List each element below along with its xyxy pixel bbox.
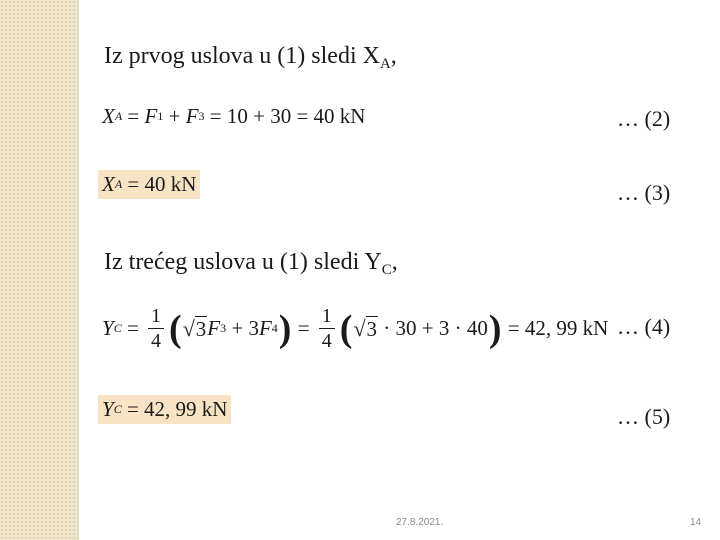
eq4-fraction-1 xyxy=(148,306,164,351)
equation-number-2: … (2) xyxy=(617,106,671,131)
eq4-fraction-1-numerator: 1 xyxy=(148,306,164,329)
eq4-sqrt-3: 3 xyxy=(195,316,207,341)
eq4-mid: · 30 + 3 · 40 xyxy=(378,316,488,340)
condition-text-1-subscript: A xyxy=(379,56,391,72)
eq2-xa: X xyxy=(102,104,115,128)
condition-text-1-main: Iz prvog uslova u (1) sledi X xyxy=(104,43,380,69)
equation-4 xyxy=(102,306,608,351)
eq2-equals: = xyxy=(122,104,145,128)
eq5-yc-sub: C xyxy=(113,402,122,416)
condition-text-1 xyxy=(104,42,397,78)
eq2-xa-sub: A xyxy=(114,109,123,123)
eq5-yc: Y xyxy=(102,397,114,421)
eq2-f3-sub: 3 xyxy=(198,109,205,123)
condition-text-1-tail: , xyxy=(390,43,397,69)
eq4-sqrt-3-b: 3 xyxy=(366,316,378,341)
eq3-rest: = 40 kN xyxy=(122,172,197,196)
eq4-left-paren: ( xyxy=(169,307,182,350)
eq4-fraction-1-denominator: 4 xyxy=(151,330,162,352)
eq3-xa: X xyxy=(102,172,115,196)
equation-3-highlighted xyxy=(98,170,200,199)
eq4-equals: = xyxy=(121,316,145,340)
equation-5-highlighted xyxy=(98,395,231,424)
eq4-fraction-2-numerator: 1 xyxy=(319,306,335,329)
equation-number-5: … (5) xyxy=(617,404,671,429)
eq4-plus-3: + 3 xyxy=(226,316,259,340)
eq2-rest: = 10 + 30 = 40 kN xyxy=(204,104,366,128)
condition-text-2-main: Iz trećeg uslova u (1) sledi Y xyxy=(104,249,382,275)
eq2-plus: + xyxy=(163,104,186,128)
eq4-f4-sub: 4 xyxy=(271,321,278,335)
eq4-sqrt-symbol-2: √ xyxy=(353,315,366,341)
eq4-right-paren-2: ) xyxy=(488,307,502,350)
side-strip-border xyxy=(78,0,79,540)
decorative-side-strip xyxy=(0,0,78,540)
condition-text-2-subscript: C xyxy=(381,262,392,278)
page-number: 14 xyxy=(690,517,702,528)
eq4-f3: F xyxy=(207,316,221,340)
eq4-equals-b: = xyxy=(292,316,315,340)
eq4-yc-sub: C xyxy=(113,321,122,335)
eq4-result: = 42, 99 kN xyxy=(502,316,609,340)
eq4-fraction-2-denominator: 4 xyxy=(321,330,332,352)
eq2-f1: F xyxy=(144,104,158,128)
footer-date: 27.8.2021. xyxy=(396,517,444,528)
eq4-right-paren: ) xyxy=(278,307,292,350)
eq4-sqrt-symbol: √ xyxy=(182,315,195,341)
condition-text-2 xyxy=(104,248,398,284)
eq4-f3-sub: 3 xyxy=(220,321,227,335)
eq2-f3: F xyxy=(185,104,199,128)
eq4-yc: Y xyxy=(102,316,114,340)
condition-text-2-tail: , xyxy=(391,249,398,275)
eq5-rest: = 42, 99 kN xyxy=(121,397,228,421)
eq4-fraction-2 xyxy=(319,306,335,351)
equation-number-3: … (3) xyxy=(617,180,671,205)
eq2-f1-sub: 1 xyxy=(157,109,164,123)
eq4-f4: F xyxy=(258,316,272,340)
equation-number-4: … (4) xyxy=(617,314,671,339)
eq3-xa-sub: A xyxy=(114,177,123,191)
eq4-left-paren-2: ( xyxy=(339,307,353,350)
equation-2 xyxy=(102,104,365,129)
